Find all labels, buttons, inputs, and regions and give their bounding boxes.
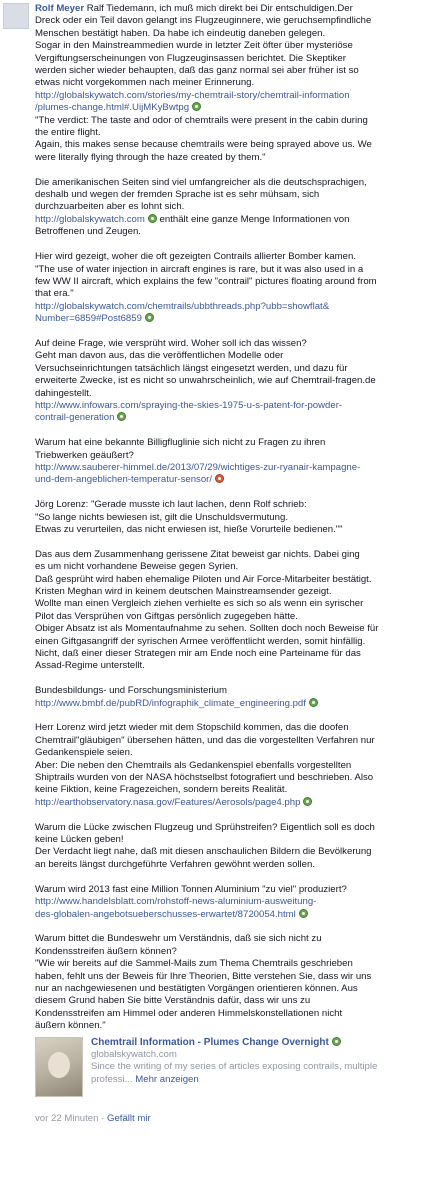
paragraph (35, 3, 426, 164)
text-line: that era." (35, 288, 74, 300)
text-line: Dreck oder ein Teil davon gelangt ins Flugzeuginnere, wie geruchsempfindliche (35, 15, 372, 27)
text-line: keine Lücken geben! (35, 834, 124, 846)
text-line: deshalb und wegen der fremden Sprache ist es sehr mühsam, sich (35, 189, 320, 201)
text-line: einen Giftgasangriff der syrischen Armee veröffentlicht werden, somit hinfällig. (35, 635, 366, 647)
text-segment: enthält eine ganze Menge Informationen von (156, 213, 350, 225)
url-link[interactable]: http://www.infowars.com/spraying-the-skies-1975-u-s-patent-for-powder- (35, 399, 343, 411)
text-line: Die amerikanischen Seiten sind viel umfangreicher als die deutschsprachigen, (35, 176, 367, 188)
text-line: Kondensstreifen am Himmel oder anderen Himmelskonstellationen nicht (35, 1007, 343, 1019)
url-link[interactable]: http://www.sauberer-himmel.de/2013/07/29/wichtiges-zur-ryanair-kampagne- (35, 461, 361, 473)
text-line: Gedankenspiele seien. (35, 747, 133, 759)
globe-icon (303, 797, 312, 806)
paragraph (35, 251, 426, 325)
text-line: Daß gesprüht wird haben ehemalige Piloten und Air Force-Mitarbeiter bestätigt. (35, 573, 372, 585)
text-line: Warum bittet die Bundeswehr um Verständnis, daß sie sich nicht zu (35, 933, 322, 945)
paragraph (35, 338, 426, 425)
text-line: Vergiftungserscheinungen von Flugzeuginsassen berichtet. Die Skeptiker (35, 52, 346, 64)
text-line: Betroffenen und Zeugen. (35, 226, 141, 238)
paragraph (35, 722, 426, 809)
globe-icon (148, 214, 157, 223)
text-line: Menschen bestätigt haben. Da habe ich eindeutig daneben gelegen. (35, 27, 326, 39)
avatar[interactable] (3, 3, 29, 29)
text-segment: Ralf Tiedemann, ich muß mich direkt bei Dir entschuldigen.Der (84, 3, 353, 14)
url-link[interactable]: http://earthobservatory.nasa.gov/Features/Aerosols/page4.php (35, 796, 301, 808)
text-line: es um nicht vorhandene Beweise gegen Syrien. (35, 561, 239, 573)
text-line: Warum hat eine bekannte Billigfluglinie sich nicht zu Fragen zu ihren (35, 437, 326, 449)
paragraph (35, 822, 426, 872)
text-line: Pilot das Versprühen von Giftgas persönlich zugegeben hätte. (35, 610, 298, 622)
text-line: Kristen Meghan wird in keinem deutschen Mainstreamsender gezeigt. (35, 586, 332, 597)
text-line: Der Verdacht liegt nahe, daß mit diesen anschaulichen Bildern die Bevölkerung (35, 846, 372, 858)
paragraph (35, 884, 426, 921)
text-line: Warum wird 2013 fast eine Million Tonnen Aluminium "zu viel" produziert? (35, 883, 347, 895)
text-line: "So lange nichts bewiesen ist, gilt die Unschuldsvermutung. (35, 511, 288, 523)
preview-body (91, 1037, 426, 1087)
text-line: the entire flight. (35, 127, 101, 139)
paragraph (35, 437, 426, 487)
text-line: werden sicher wieder behaupten, daß das ganz normal sei aber früher ist so (35, 65, 359, 77)
text-line: diesem Grund haben Sie bitte Verständnis dafür, dass wir uns zu (35, 995, 311, 1007)
url-link[interactable]: http://globalskywatch.com/stories/my-chemtrail-story/chemtrail-information (35, 89, 350, 101)
url-link[interactable]: des-globalen-angebotsueberschusses-erwartet/8720054.html (35, 908, 296, 920)
text-line: erweiterte Zwecke, ist es nicht so unwahrscheinlich, wie auf Chemtrail-fragen.de (35, 375, 376, 387)
paragraph (35, 549, 426, 673)
text-line: "The use of water injection in aircraft engines is rare, but it was also used in a (35, 263, 364, 275)
text-line: Herr Lorenz wird jetzt wieder mit dem Stopschild kommen, das die doofen (35, 722, 349, 734)
text-line: few WW II aircraft, which explains the few "contrail" pictures floating around from (35, 275, 377, 287)
text-line: Assad-Regime unterstellt. (35, 660, 145, 672)
text-line: Chemtrail"gläubigen" übersehen hätten, und das die vorgestellten Verfahren nur (35, 734, 375, 746)
text-line: Warum die Lücke zwischen Flugzeug und Sprühstreifen? Eigentlich soll es doch (35, 821, 375, 833)
text-line: Aber: Die neben den Chemtrails als Gedankenspiel ebenfalls vorgestellten (35, 759, 352, 771)
text-line: Das aus dem Zusammenhang gerissene Zitat beweist gar nichts. Dabei ging (35, 548, 360, 560)
text-line: dahingestellt. (35, 387, 92, 399)
text-line: Obiger Absatz ist als Momentaufnahme zu sehen. Sollten doch noch Beweise für (35, 623, 379, 635)
url-link[interactable]: http://globalskywatch.com (35, 213, 145, 225)
globe-icon (299, 909, 308, 918)
preview-thumbnail[interactable] (35, 1037, 83, 1097)
text-line: Nicht, daß einer dieser Strategen mir am Ende noch eine Parteiname für das (35, 648, 361, 660)
text-segment: professi... (91, 1073, 136, 1085)
text-line: Hier wird gezeigt, woher die oft gezeigten Contrails allierter Bomber kamen. (35, 251, 357, 263)
comment-footer (35, 1113, 426, 1125)
text-line: "Wie wir bereits auf die Sammel-Mails zum Thema Chemtrails geschrieben (35, 958, 353, 970)
globe-icon (145, 313, 154, 322)
text-line: Geht man davon aus, das die veröffentlichen Modelle oder (35, 350, 284, 362)
paragraph (35, 933, 426, 1032)
text-line: nur an nachgewiesenen und bestätigten Vorgängen orientieren können. Aus (35, 982, 358, 994)
text-line: Since the writing of my series of articles exposing contrails, multiple (91, 1061, 378, 1073)
text-line: Wollte man einen Vergleich ziehen verhielte es sich so als wenn ein syrischer (35, 598, 364, 610)
text-line: Auf deine Frage, wie versprüht wird. Woher soll ich das wissen? (35, 337, 307, 349)
text-line: Bundesbildungs- und Forschungsministerium (35, 685, 227, 697)
text-line: keine Fiktion, keine Fragezeichen, sondern bereits Realität. (35, 784, 288, 796)
author-name[interactable]: Rolf Meyer (35, 3, 85, 14)
text-line (35, 3, 426, 15)
paragraph (35, 685, 426, 710)
text-line: haben, fehlt uns der Beweis für Ihre Theorien, Bitte verstehen Sie, dass wir uns (35, 970, 372, 982)
text-line: Triebwerken geäußert? (35, 449, 134, 461)
separator: · (98, 1112, 107, 1124)
text-line: etwas nicht vorgekommen nach meiner Erinnerung. (35, 77, 255, 89)
text-line: Shiptrails wurden von der NASA höchstselbst fotografiert und beschrieben. Also (35, 772, 374, 784)
show-more-link[interactable]: Mehr anzeigen (135, 1073, 199, 1085)
url-link[interactable]: http://www.bmbf.de/pubRD/infographik_climate_engineering.pdf (35, 697, 306, 709)
timestamp[interactable]: vor 22 Minuten (35, 1112, 99, 1124)
text-line: Etwas zu verurteilen, das nicht erwiesen ist, hieße Vorurteile bedienen."" (35, 523, 343, 535)
url-link[interactable]: http://globalskywatch.com/chemtrails/ubbthreads.php?ubb=showflat& (35, 300, 330, 312)
preview-title[interactable] (91, 1037, 426, 1049)
text-line: Jörg Lorenz: "Gerade musste ich laut lachen, denn Rolf schrieb: (35, 499, 307, 511)
text-line: an bereits längst durchgeführte Verfahren gewöhnt werden sollen. (35, 858, 315, 870)
text-line: Versuchseinrichtungen tatsächlich längst eingesetzt werden, und dazu für (35, 362, 348, 374)
globe-icon (192, 102, 201, 111)
text-line: "The verdict: The taste and odor of chemtrails were present in the cabin during (35, 114, 368, 126)
like-button[interactable]: Gefällt mir (107, 1112, 151, 1124)
portrait-image (48, 1052, 70, 1078)
preview-domain: globalskywatch.com (91, 1048, 177, 1060)
text-line: durchzuarbeiten aber es lohnt sich. (35, 201, 185, 213)
url-link[interactable]: contrail-generation (35, 412, 115, 424)
alert-icon (215, 474, 224, 483)
comment-body (35, 3, 426, 1125)
url-link[interactable]: http://www.handelsblatt.com/rohstoff-news-aluminium-ausweitung- (35, 896, 317, 908)
text-line: Again, this makes sense because chemtrails were being sprayed above us. We (35, 139, 372, 151)
preview-title-text[interactable]: Chemtrail Information - Plumes Change Overnight (91, 1036, 329, 1048)
url-link[interactable]: Number=6859#Post6859 (35, 313, 142, 325)
text-line: äußern können." (35, 1020, 106, 1032)
paragraph (35, 177, 426, 239)
link-preview[interactable] (35, 1037, 426, 1105)
text-line: were literally flying through the haze created by them." (35, 151, 266, 163)
globe-icon (309, 698, 318, 707)
preview-description (91, 1061, 426, 1086)
text-line: Sogar in den Mainstreammedien wurde in letzter Zeit öfter über mysteriöse (35, 40, 353, 52)
url-link[interactable]: /plumes-change.html#.UijMKyBwtpg (35, 102, 190, 114)
text-line: Kondensstreifen äußern können? (35, 945, 177, 957)
globe-icon (117, 412, 126, 421)
url-link[interactable]: und-dem-angeblichen-temperatur-sensor/ (35, 474, 213, 486)
paragraph (35, 499, 426, 536)
globe-icon (332, 1037, 341, 1046)
